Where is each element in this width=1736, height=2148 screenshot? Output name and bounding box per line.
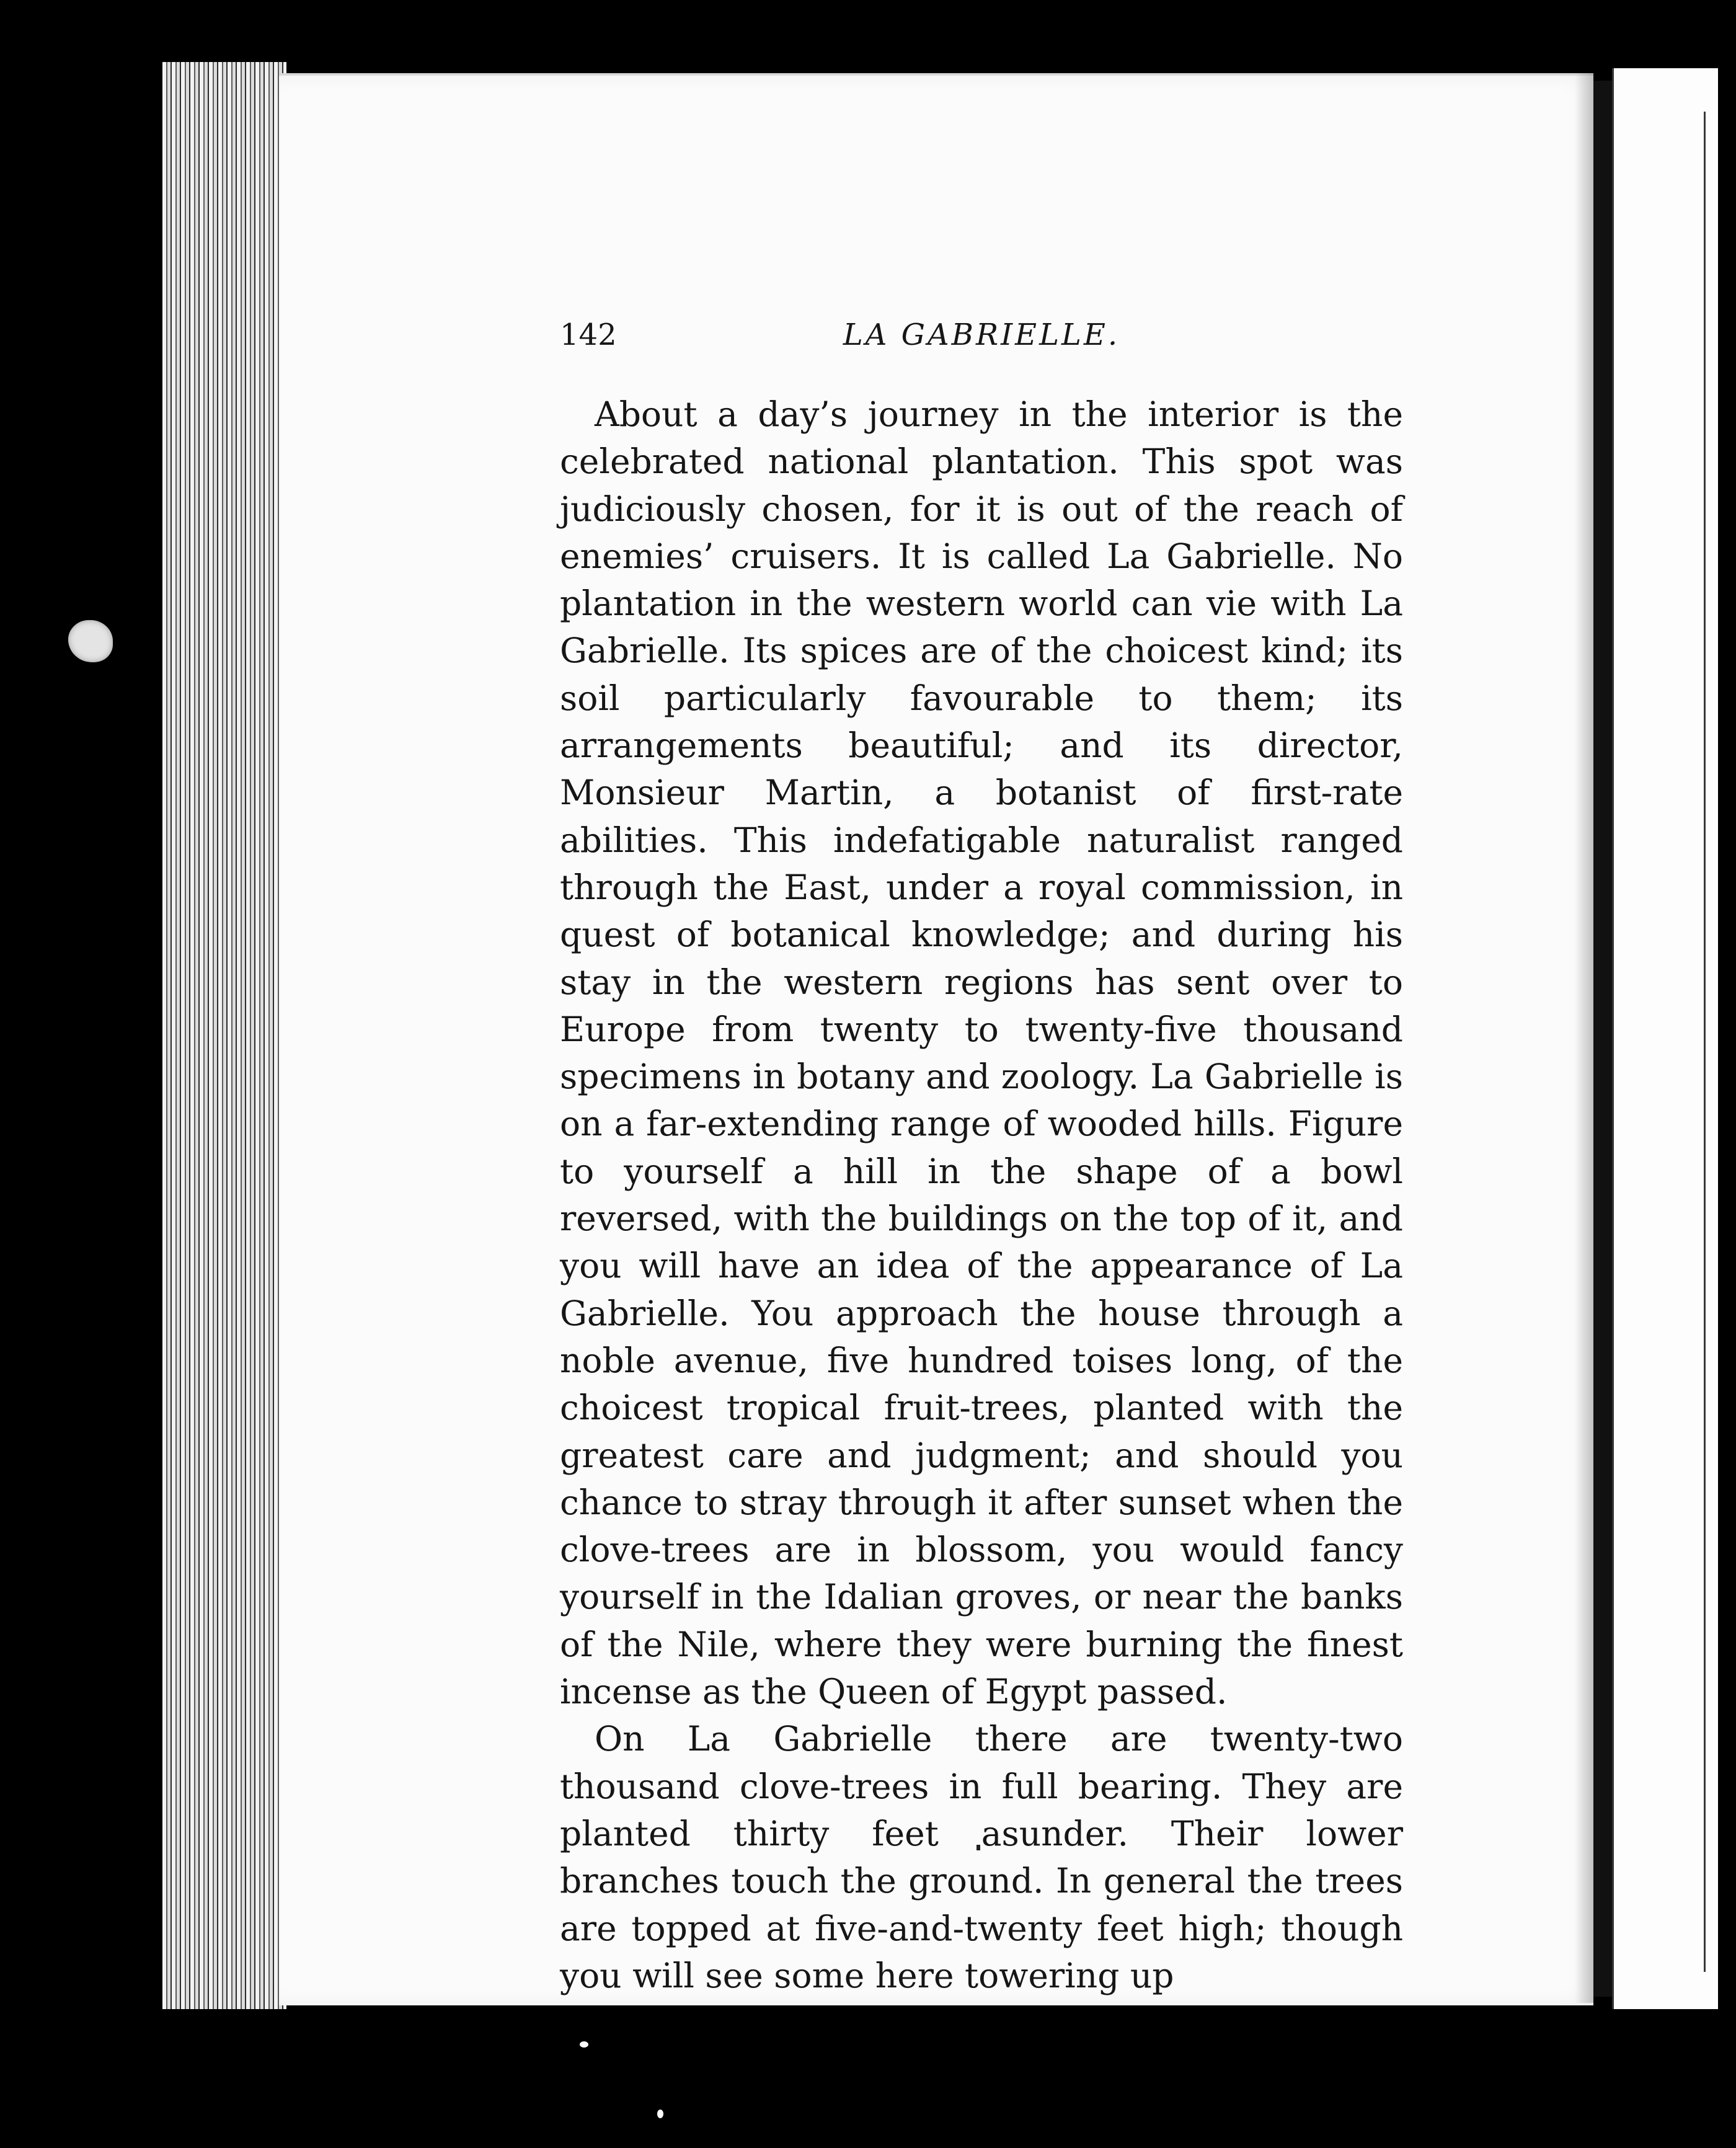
running-title: LA GABRIELLE. [843, 317, 1120, 352]
running-head [560, 310, 1403, 360]
scan-speck [580, 2041, 588, 2048]
page-number: 142 [560, 317, 617, 352]
paragraph: About a day’s journey in the interior is the celebrated national plantation. This spot was judiciously chosen, for it is out of the reach of enemies’ cruisers. It is called La Gabrielle. No plantation in the western world can vie with La Gabrielle. Its spices are of the choicest kind; its soil particularly favourable to them; its arrangements beautiful; and its director, Monsieur Martin, a botanist of first-rate abilities. This indefatigable naturalist ranged through the East, under a royal commission, in quest of botanical knowledge; and during his stay in the western regions has sent over to Europe from twenty to twenty-five thousand specimens in botany and zoology. La Gabrielle is on a far-extending range of wooded hills. Figure to yourself a hill in the shape of a bowl reversed, with the buildings on the top of it, and you will have an idea of the appearance of La Gabrielle. You approach the house through a noble avenue, five hundred toises long, of the choicest tropical fruit-trees, planted with the greatest care and judgment; and should you chance to stray through it after sunset when the clove-trees are in blossom, you would fancy yourself in the Idalian groves, or near the banks of the Nile, where they were burning the finest incense as the Queen of Egypt passed. [560, 394, 1403, 1712]
facing-page-edge [1612, 68, 1718, 2009]
scan-speck [657, 2110, 663, 2118]
scan-artifact-blob [68, 620, 113, 662]
book-spine [1593, 81, 1612, 1997]
page-edges [162, 62, 286, 2009]
page-text [560, 310, 1403, 1999]
paragraph: On La Gabrielle there are twenty-two thousand clove-trees in full bearing. They are planted thirty feet asunder. Their lower branches touch the ground. In general the trees are topped at five-and-twenty feet high; though you will see some here towering up [560, 1719, 1403, 1995]
facing-page-rule [1704, 112, 1706, 1972]
